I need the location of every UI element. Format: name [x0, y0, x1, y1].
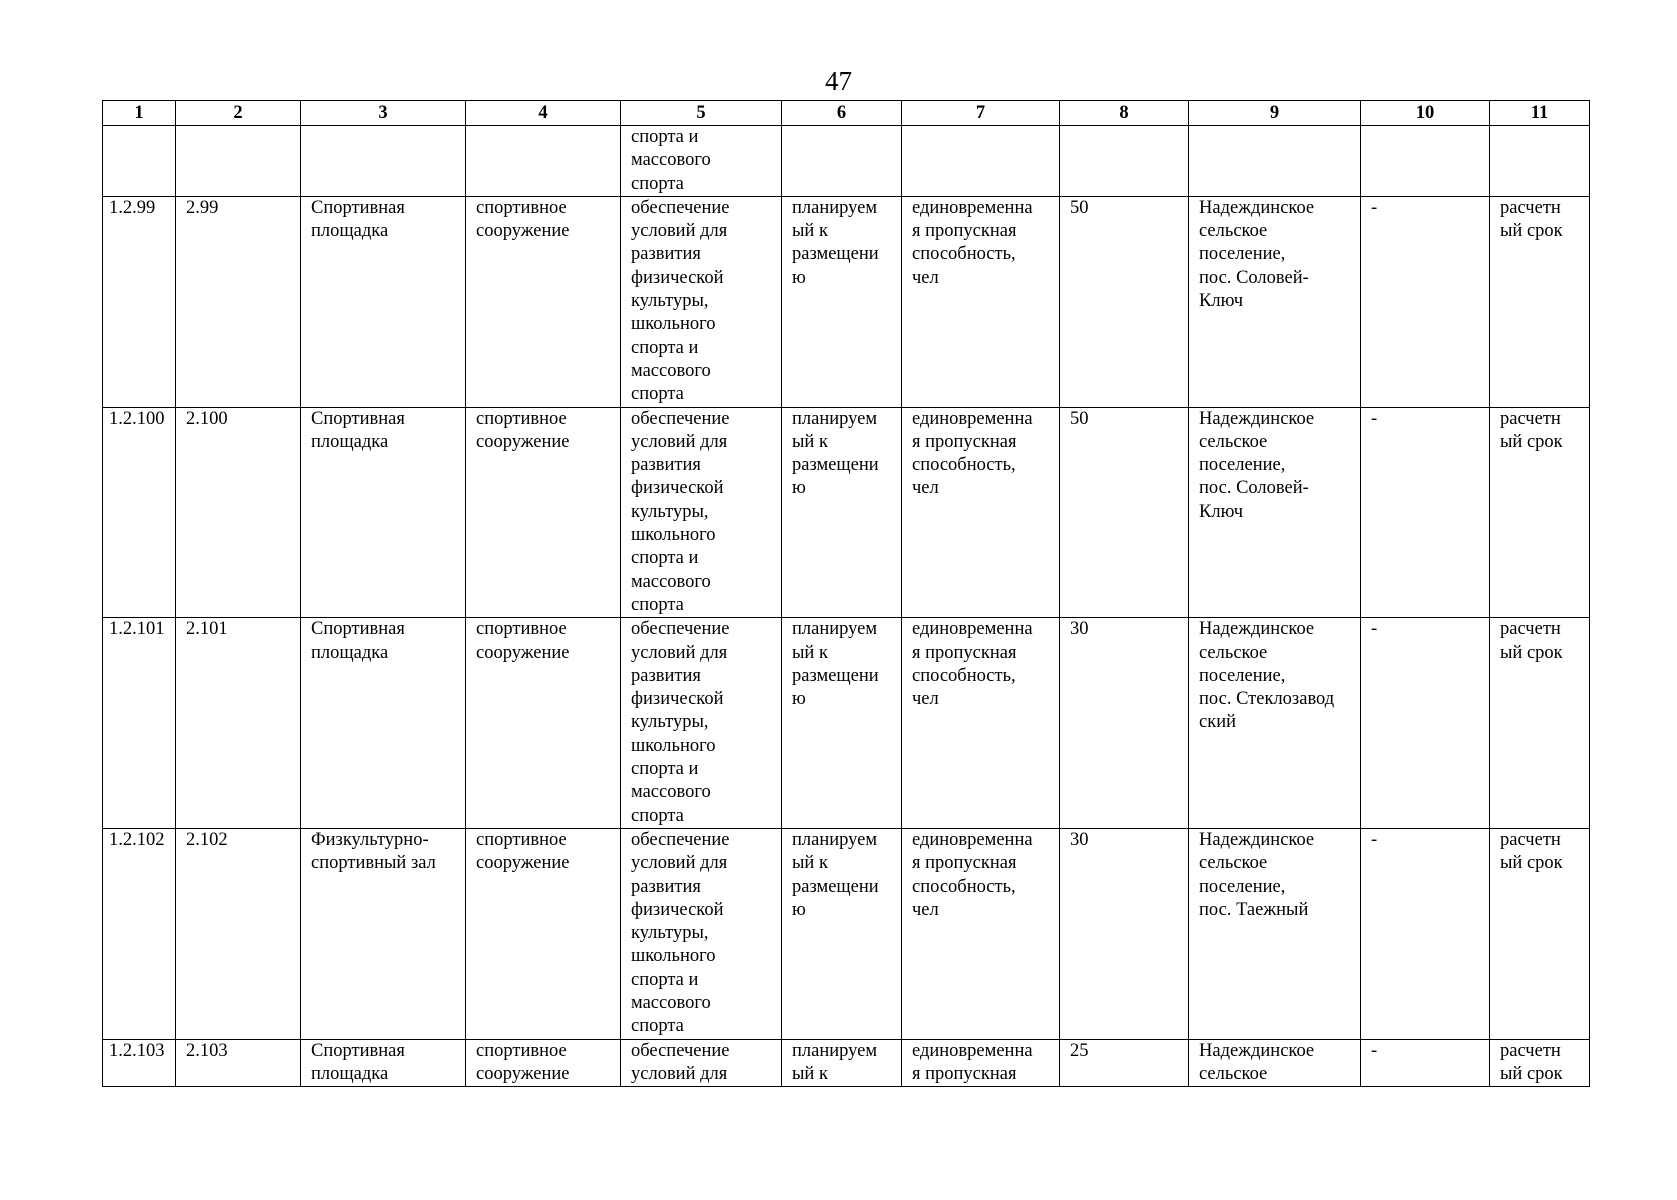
- table-cell: [902, 126, 1060, 197]
- table-cell-value: 50: [1060, 196, 1189, 407]
- table-cell-name: Спортивная площадка: [301, 196, 466, 407]
- column-header-4: 4: [466, 101, 621, 126]
- table-cell-zone: -: [1361, 828, 1490, 1039]
- table-cell-purpose: обеспечение условий для: [621, 1039, 782, 1087]
- table-row: [103, 828, 1590, 1039]
- column-header-8: 8: [1060, 101, 1189, 126]
- table-cell-name: Физкультурно- спортивный зал: [301, 828, 466, 1039]
- table-cell-term: расчетн ый срок: [1490, 618, 1590, 829]
- table-cell-number: 1.2.101: [103, 618, 176, 829]
- table-cell-code: 2.102: [176, 828, 301, 1039]
- table-cell-zone: -: [1361, 196, 1490, 407]
- table-cell-purpose: обеспечение условий для развития физической культуры, школьного спорта и массового спорта: [621, 828, 782, 1039]
- table-cell-zone: -: [1361, 618, 1490, 829]
- table-cell: [1490, 126, 1590, 197]
- column-header-10: 10: [1361, 101, 1490, 126]
- table-cell: [782, 126, 902, 197]
- table-cell-code: 2.99: [176, 196, 301, 407]
- page-number: 47: [825, 66, 852, 96]
- table-cell-type: спортивное сооружение: [466, 828, 621, 1039]
- table-cell-location: Надеждинское сельское поселение, пос. Соловей- Ключ: [1189, 196, 1361, 407]
- table-cell-purpose: обеспечение условий для развития физической культуры, школьного спорта и массового спорта: [621, 196, 782, 407]
- table-cell-type: спортивное сооружение: [466, 618, 621, 829]
- table-cell-number: 1.2.100: [103, 407, 176, 618]
- table-cell-zone: -: [1361, 1039, 1490, 1087]
- table-cell-type: спортивное сооружение: [466, 1039, 621, 1087]
- table-cell-term: расчетн ый срок: [1490, 196, 1590, 407]
- table-cell-code: 2.101: [176, 618, 301, 829]
- table-cell-code: 2.100: [176, 407, 301, 618]
- table-cell: [466, 126, 621, 197]
- table-cell-status: планируем ый к размещени ю: [782, 196, 902, 407]
- header-row: [103, 101, 1590, 126]
- column-header-11: 11: [1490, 101, 1590, 126]
- table-cell-zone: -: [1361, 407, 1490, 618]
- table-cell-value: 30: [1060, 828, 1189, 1039]
- table-cell-location: Надеждинское сельское поселение, пос. Соловей- Ключ: [1189, 407, 1361, 618]
- table-cell-number: 1.2.102: [103, 828, 176, 1039]
- table-cell: [301, 126, 466, 197]
- table-cell-type: спортивное сооружение: [466, 196, 621, 407]
- continuation-row: [103, 126, 1590, 197]
- table-cell-purpose: спорта и массового спорта: [621, 126, 782, 197]
- table-cell-location: Надеждинское сельское: [1189, 1039, 1361, 1087]
- table-cell-location: Надеждинское сельское поселение, пос. Стеклозавод ский: [1189, 618, 1361, 829]
- table-row: [103, 196, 1590, 407]
- table-cell-purpose: обеспечение условий для развития физической культуры, школьного спорта и массового спорта: [621, 407, 782, 618]
- table-cell-name: Спортивная площадка: [301, 407, 466, 618]
- table-cell-status: планируем ый к: [782, 1039, 902, 1087]
- table-cell-status: планируем ый к размещени ю: [782, 407, 902, 618]
- table-cell: [103, 126, 176, 197]
- table-cell-characteristic: единовременна я пропускная способность, чел: [902, 828, 1060, 1039]
- column-header-5: 5: [621, 101, 782, 126]
- table-cell-term: расчетн ый срок: [1490, 828, 1590, 1039]
- table-cell-location: Надеждинское сельское поселение, пос. Таежный: [1189, 828, 1361, 1039]
- table-cell-number: 1.2.99: [103, 196, 176, 407]
- column-header-7: 7: [902, 101, 1060, 126]
- table-cell-status: планируем ый к размещени ю: [782, 618, 902, 829]
- table-cell-code: 2.103: [176, 1039, 301, 1087]
- table-cell-name: Спортивная площадка: [301, 618, 466, 829]
- column-header-2: 2: [176, 101, 301, 126]
- column-header-3: 3: [301, 101, 466, 126]
- table-cell-value: 50: [1060, 407, 1189, 618]
- table-cell: [1361, 126, 1490, 197]
- table-cell-value: 30: [1060, 618, 1189, 829]
- table-cell-number: 1.2.103: [103, 1039, 176, 1087]
- table-cell-characteristic: единовременна я пропускная способность, чел: [902, 407, 1060, 618]
- column-header-6: 6: [782, 101, 902, 126]
- table-cell-term: расчетн ый срок: [1490, 1039, 1590, 1087]
- table-cell-value: 25: [1060, 1039, 1189, 1087]
- table-cell-type: спортивное сооружение: [466, 407, 621, 618]
- column-header-1: 1: [103, 101, 176, 126]
- table-cell-name: Спортивная площадка: [301, 1039, 466, 1087]
- table-cell-characteristic: единовременна я пропускная способность, чел: [902, 618, 1060, 829]
- table-row: [103, 618, 1590, 829]
- column-header-9: 9: [1189, 101, 1361, 126]
- table-row: [103, 1039, 1590, 1087]
- table-cell: [1189, 126, 1361, 197]
- table-cell-purpose: обеспечение условий для развития физической культуры, школьного спорта и массового спорта: [621, 618, 782, 829]
- table-row: [103, 407, 1590, 618]
- table-cell-term: расчетн ый срок: [1490, 407, 1590, 618]
- table-cell-status: планируем ый к размещени ю: [782, 828, 902, 1039]
- table-cell-characteristic: единовременна я пропускная: [902, 1039, 1060, 1087]
- table-cell: [1060, 126, 1189, 197]
- table-cell: [176, 126, 301, 197]
- objects-table: [102, 100, 1590, 1087]
- table-cell-characteristic: единовременна я пропускная способность, чел: [902, 196, 1060, 407]
